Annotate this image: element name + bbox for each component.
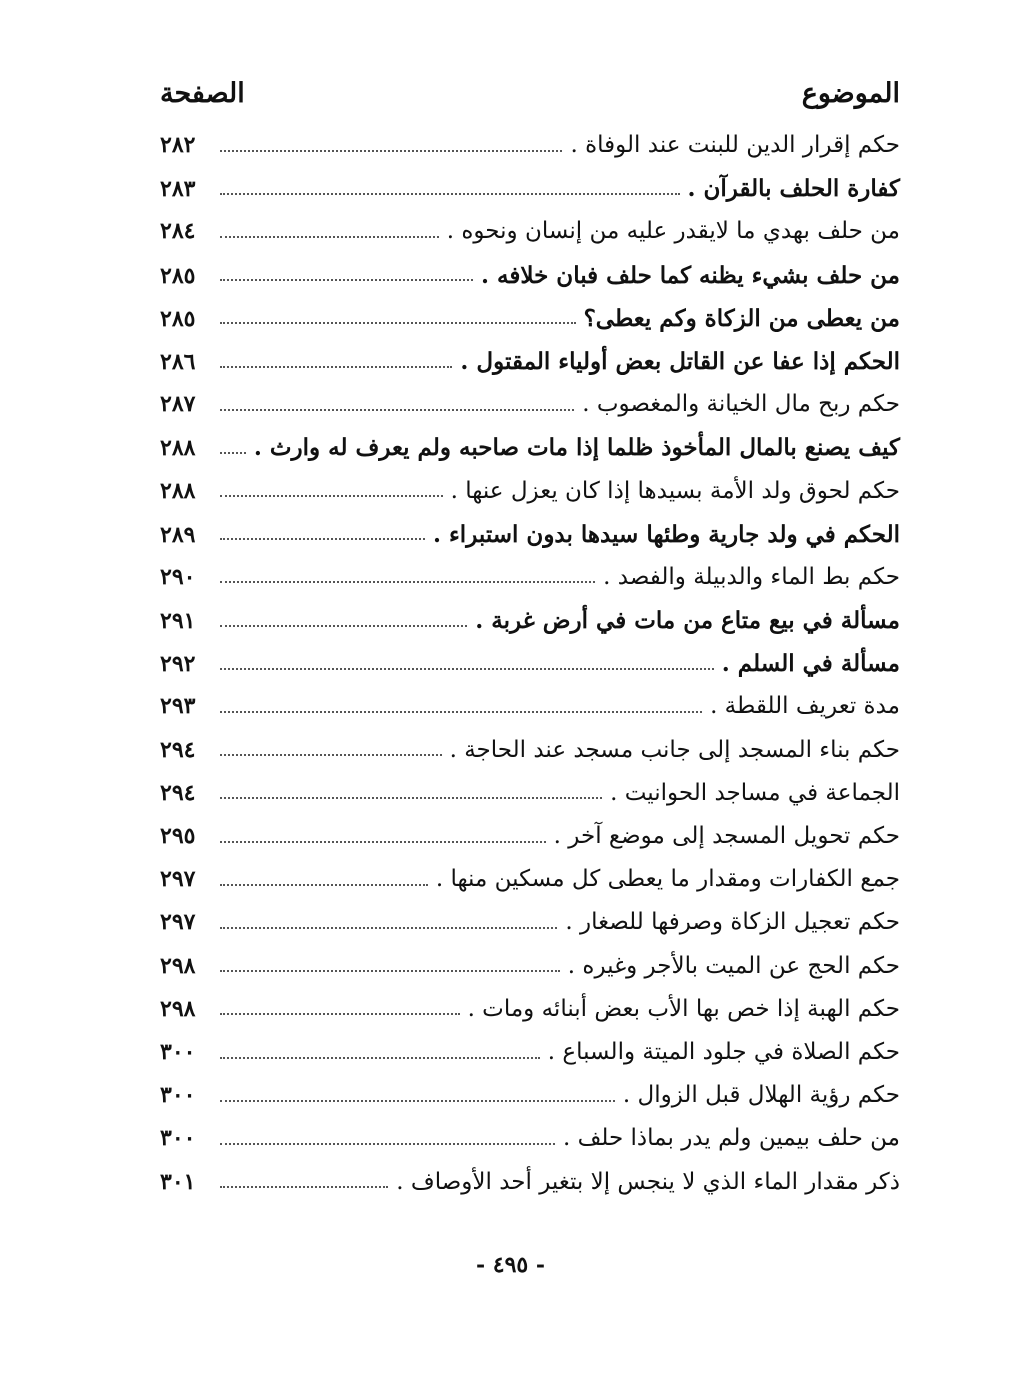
toc-entry xyxy=(160,124,900,167)
entry-page-number: ٢٩٠ xyxy=(160,563,196,590)
entry-title: حكم الصلاة في جلود الميتة والسباع . xyxy=(547,1038,900,1065)
entry-page-number: ٢٨٣ xyxy=(160,176,196,203)
entry-page-number: ٢٨٩ xyxy=(160,521,196,548)
toc-entry xyxy=(160,254,900,297)
dot-leader xyxy=(220,322,576,324)
entry-page-number: ٣٠١ xyxy=(160,1168,196,1195)
dot-leader xyxy=(220,754,442,756)
toc-entry xyxy=(160,1074,900,1117)
entry-title: حكم تعجيل الزكاة وصرفها للصغار . xyxy=(565,909,900,936)
entry-page-number: ٢٨٢ xyxy=(160,132,196,158)
entry-title: حكم تحويل المسجد إلى موضع آخر . xyxy=(553,823,900,849)
entry-title: جمع الكفارات ومقدار ما يعطى كل مسكين منها . xyxy=(435,866,900,893)
entry-title: حكم بناء المسجد إلى جانب مسجد عند الحاجة . xyxy=(449,736,900,763)
entry-title: ذكر مقدار الماء الذي لا ينجس إلا بتغير أحد الأوصاف . xyxy=(396,1168,900,1195)
dot-leader xyxy=(220,884,428,886)
entry-page-number: ٢٨٧ xyxy=(160,391,196,418)
dot-leader xyxy=(220,538,425,540)
entry-page-number: ٢٨٨ xyxy=(160,477,196,504)
entry-page-number: ٣٠٠ xyxy=(160,1125,196,1152)
dot-leader xyxy=(220,366,452,368)
toc-entry xyxy=(160,945,900,988)
toc-entry xyxy=(160,1117,900,1160)
toc-entry xyxy=(160,599,900,642)
entry-title: الحكم إذا عفا عن القاتل بعض أولياء المقتول . xyxy=(460,347,900,375)
toc-entry xyxy=(160,383,900,426)
entry-title: حكم الهبة إذا خص بها الأب بعض أبنائه ومات . xyxy=(467,995,900,1022)
dot-leader xyxy=(220,841,546,843)
entry-title: من يعطى من الزكاة وكم يعطى؟ xyxy=(583,304,900,332)
toc-entry xyxy=(160,815,900,858)
toc-entries xyxy=(160,124,900,1204)
entry-page-number: ٢٩٨ xyxy=(160,952,196,979)
dot-leader xyxy=(220,279,473,281)
entry-title: الحكم في ولد جارية وطئها سيدها بدون استبراء . xyxy=(432,520,900,548)
toc-entry xyxy=(160,685,900,728)
toc-entry xyxy=(160,426,900,469)
topic-column-heading: الموضوع xyxy=(801,78,900,109)
toc-entry xyxy=(160,901,900,944)
entry-title: حكم إقرار الدين للبنت عند الوفاة . xyxy=(570,132,900,158)
entry-page-number: ٢٩١ xyxy=(160,608,196,635)
entry-page-number: ٢٨٨ xyxy=(160,435,196,462)
entry-title: كيف يصنع بالمال المأخوذ ظلما إذا مات صاحبه ولم يعرف له وارث . xyxy=(253,434,900,462)
toc-entry xyxy=(160,858,900,901)
toc-entry xyxy=(160,210,900,253)
dot-leader xyxy=(220,711,702,713)
dot-leader xyxy=(220,581,595,583)
entry-page-number: ٢٩٧ xyxy=(160,909,196,936)
entry-page-number: ٣٠٠ xyxy=(160,1038,196,1065)
entry-title: الجماعة في مساجد الحوانيت . xyxy=(610,779,900,806)
entry-page-number: ٢٨٥ xyxy=(160,305,196,332)
entry-title: من حلف بشيء يظنه كما حلف فبان خلافه . xyxy=(481,261,900,289)
entry-title: مسألة في بيع متاع من مات في أرض غربة . xyxy=(475,607,900,635)
entry-title: حكم بط الماء والدبيلة والفصد . xyxy=(603,563,900,590)
dot-leader xyxy=(220,1013,460,1015)
entry-title: حكم رؤية الهلال قبل الزوال . xyxy=(622,1082,900,1109)
toc-entry xyxy=(160,729,900,772)
entry-page-number: ٢٩٨ xyxy=(160,995,196,1022)
dot-leader xyxy=(220,452,246,454)
toc-entry xyxy=(160,1031,900,1074)
dot-leader xyxy=(220,1057,540,1059)
dot-leader xyxy=(220,625,467,627)
dot-leader xyxy=(220,1186,388,1188)
entry-page-number: ٢٩٧ xyxy=(160,866,196,893)
toc-entry xyxy=(160,470,900,513)
entry-page-number: ٢٨٤ xyxy=(160,218,196,245)
entry-page-number: ٢٨٥ xyxy=(160,262,196,289)
entry-title: كفارة الحلف بالقرآن . xyxy=(687,175,900,203)
entry-page-number: ٢٩٣ xyxy=(160,693,196,720)
page-number-footer: - ٤٩٥ - xyxy=(475,1252,546,1278)
toc-entry xyxy=(160,1161,900,1204)
entry-page-number: ٢٩٥ xyxy=(160,823,196,849)
toc-entry xyxy=(160,513,900,556)
dot-leader xyxy=(220,927,557,929)
entry-title: من حلف بهدي ما لايقدر عليه من إنسان ونحوه . xyxy=(446,218,900,245)
dot-leader xyxy=(220,236,439,238)
toc-entry xyxy=(160,988,900,1031)
entry-page-number: ٢٩٤ xyxy=(160,779,196,806)
entry-title: من حلف بيمين ولم يدر بماذا حلف . xyxy=(562,1125,900,1152)
entry-title: حكم لحوق ولد الأمة بسيدها إذا كان يعزل عنها . xyxy=(450,477,900,504)
entry-page-number: ٢٨٦ xyxy=(160,348,196,375)
entry-title: مدة تعريف اللقطة . xyxy=(710,693,900,720)
toc-header xyxy=(160,78,900,118)
entry-page-number: ٣٠٠ xyxy=(160,1082,196,1109)
dot-leader xyxy=(220,1100,615,1102)
entry-title: مسألة في السلم . xyxy=(721,650,900,678)
dot-leader xyxy=(220,1143,555,1145)
entry-page-number: ٢٩٢ xyxy=(160,651,196,678)
toc-entry xyxy=(160,772,900,815)
entry-page-number: ٢٩٤ xyxy=(160,736,196,763)
dot-leader xyxy=(220,668,714,670)
toc-entry xyxy=(160,297,900,340)
dot-leader xyxy=(220,409,574,411)
dot-leader xyxy=(220,797,602,799)
entry-title: حكم الحج عن الميت بالأجر وغيره . xyxy=(567,952,900,979)
entry-title: حكم ربح مال الخيانة والمغصوب . xyxy=(582,391,900,418)
toc-entry xyxy=(160,642,900,685)
dot-leader xyxy=(220,193,680,195)
toc-entry xyxy=(160,340,900,383)
dot-leader xyxy=(220,150,562,152)
toc-entry xyxy=(160,556,900,599)
dot-leader xyxy=(220,970,560,972)
toc-entry xyxy=(160,167,900,210)
dot-leader xyxy=(220,495,443,497)
page-column-heading: الصفحة xyxy=(160,78,245,109)
